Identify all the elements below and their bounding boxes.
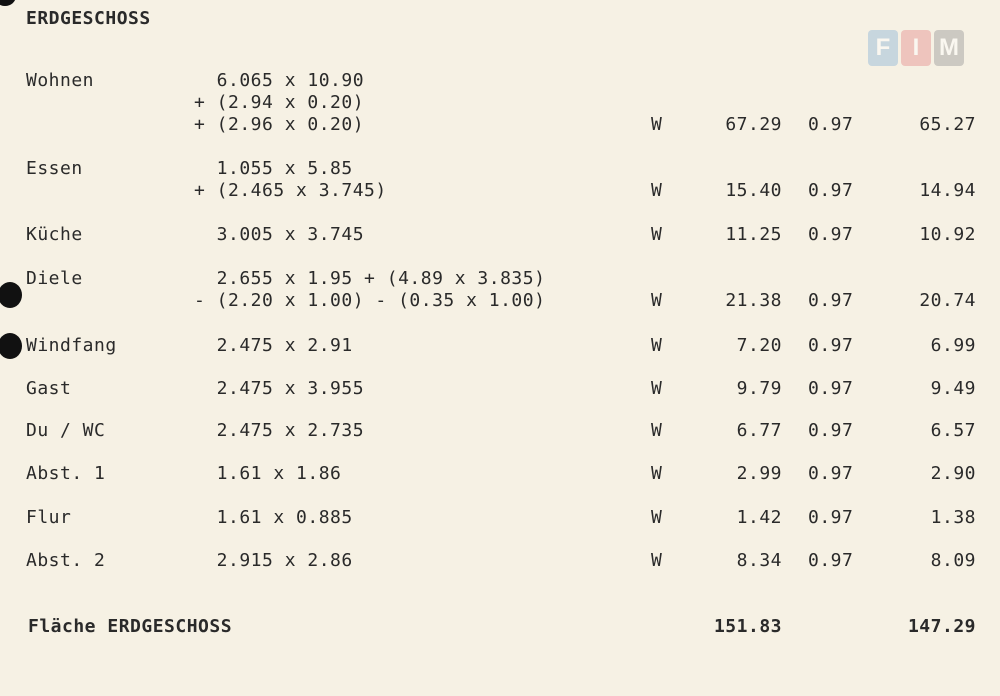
total-area: 151.83 xyxy=(713,616,782,637)
room-area: 11.25 xyxy=(725,224,782,245)
room-name: Abst. 1 xyxy=(26,463,106,484)
section-heading: ERDGESCHOSS xyxy=(26,8,151,29)
room-area: 21.38 xyxy=(725,290,782,311)
room-factor: 0.97 xyxy=(808,335,854,356)
room-name: Gast xyxy=(26,378,72,399)
room-name: Diele xyxy=(26,268,83,289)
room-area: 2.99 xyxy=(736,463,782,484)
room-code: W xyxy=(651,463,663,484)
room-area: 67.29 xyxy=(725,114,782,135)
room-formula-line: - (2.20 x 1.00) - (0.35 x 1.00) xyxy=(194,290,546,311)
room-formula-line: 6.065 x 10.90 xyxy=(194,70,365,91)
room-name: Windfang xyxy=(26,335,117,356)
room-code: W xyxy=(651,224,663,245)
room-name: Du / WC xyxy=(26,420,106,441)
room-code: W xyxy=(651,420,663,441)
room-result: 65.27 xyxy=(919,114,976,135)
room-formula-line: + (2.96 x 0.20) xyxy=(194,114,365,135)
room-formula-line: 2.475 x 3.955 xyxy=(194,378,365,399)
fim-logo xyxy=(868,30,964,66)
room-factor: 0.97 xyxy=(808,463,854,484)
room-code: W xyxy=(651,507,663,528)
room-result: 20.74 xyxy=(919,290,976,311)
room-name: Küche xyxy=(26,224,83,245)
room-result: 2.90 xyxy=(930,463,976,484)
room-code: W xyxy=(651,378,663,399)
room-formula-line: 3.005 x 3.745 xyxy=(194,224,365,245)
room-area: 9.79 xyxy=(736,378,782,399)
punch-hole-mark xyxy=(0,333,22,359)
room-factor: 0.97 xyxy=(808,507,854,528)
room-result: 6.99 xyxy=(930,335,976,356)
room-formula-line: 2.475 x 2.91 xyxy=(194,335,353,356)
room-code: W xyxy=(651,180,663,201)
room-factor: 0.97 xyxy=(808,550,854,571)
room-area: 7.20 xyxy=(736,335,782,356)
punch-hole-mark xyxy=(0,282,22,308)
room-formula-line: 1.61 x 0.885 xyxy=(194,507,353,528)
room-factor: 0.97 xyxy=(808,180,854,201)
room-result: 1.38 xyxy=(930,507,976,528)
room-name: Abst. 2 xyxy=(26,550,106,571)
logo-letter: F xyxy=(868,30,898,66)
punch-hole-mark xyxy=(0,0,16,6)
room-area: 1.42 xyxy=(736,507,782,528)
logo-letter: I xyxy=(901,30,931,66)
room-area: 6.77 xyxy=(736,420,782,441)
room-result: 14.94 xyxy=(919,180,976,201)
room-result: 9.49 xyxy=(930,378,976,399)
total-result: 147.29 xyxy=(907,616,976,637)
room-area: 8.34 xyxy=(736,550,782,571)
room-code: W xyxy=(651,550,663,571)
room-code: W xyxy=(651,290,663,311)
total-label: Fläche ERDGESCHOSS xyxy=(28,616,233,637)
room-factor: 0.97 xyxy=(808,378,854,399)
room-name: Wohnen xyxy=(26,70,95,91)
room-factor: 0.97 xyxy=(808,224,854,245)
room-name: Essen xyxy=(26,158,83,179)
logo-letter: M xyxy=(934,30,964,66)
room-formula-line: + (2.465 x 3.745) xyxy=(194,180,387,201)
room-formula-line: 1.055 x 5.85 xyxy=(194,158,353,179)
room-formula-line: 1.61 x 1.86 xyxy=(194,463,342,484)
room-factor: 0.97 xyxy=(808,114,854,135)
room-code: W xyxy=(651,114,663,135)
room-factor: 0.97 xyxy=(808,420,854,441)
room-result: 6.57 xyxy=(930,420,976,441)
room-code: W xyxy=(651,335,663,356)
room-formula-line: 2.475 x 2.735 xyxy=(194,420,365,441)
room-result: 10.92 xyxy=(919,224,976,245)
room-name: Flur xyxy=(26,507,72,528)
room-formula-line: 2.655 x 1.95 + (4.89 x 3.835) xyxy=(194,268,546,289)
room-factor: 0.97 xyxy=(808,290,854,311)
room-result: 8.09 xyxy=(930,550,976,571)
room-area: 15.40 xyxy=(725,180,782,201)
room-formula-line: + (2.94 x 0.20) xyxy=(194,92,365,113)
room-formula-line: 2.915 x 2.86 xyxy=(194,550,353,571)
